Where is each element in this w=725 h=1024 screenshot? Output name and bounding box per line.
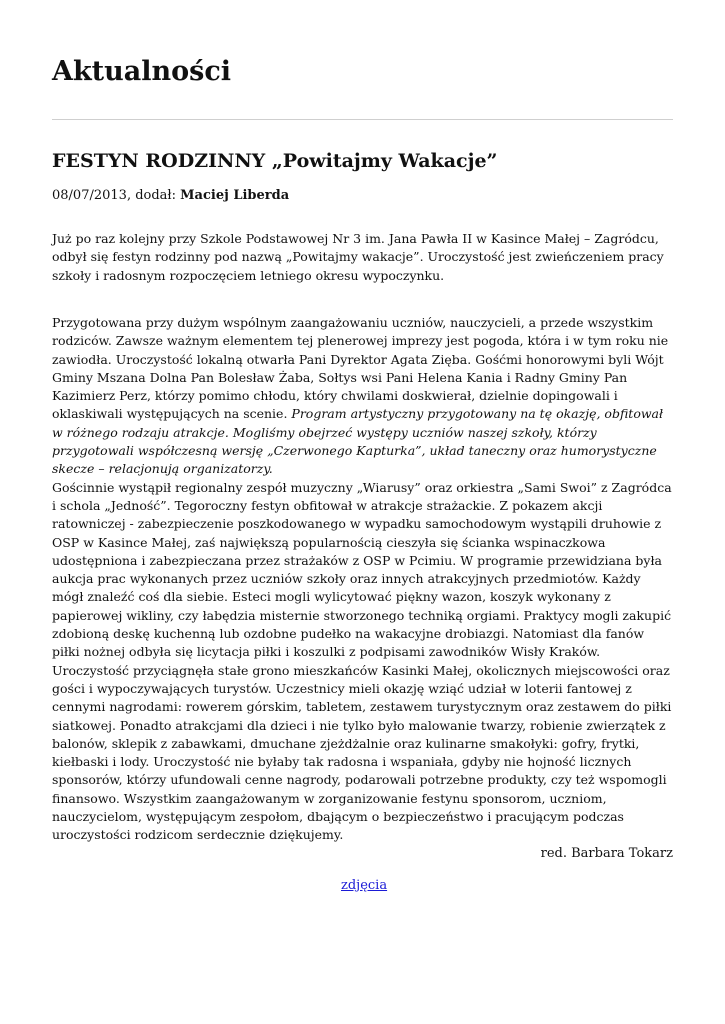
article-meta: [52, 187, 289, 205]
divider: [52, 119, 673, 120]
body-text-part1: Przygotowana przy dużym wspólnym zaangażowaniu uczniów, nauczycieli, a przede wszystkim rodziców. Zawsze ważnym elementem tej plenerowej imprezy jest pogoda, która i w tym roku nie zawiodła. Uroczystość lokalną otwarła Pani Dyrektor Agata Zięba. Gośćmi honorowymi byli Wójt Gminy Mszana Dolna Pan Bolesław Żaba, Sołtys wsi Pani Helena Kania i Radny Gminy Pan Kazimierz Perz, którzy pomimo chłodu, który chwilami doskwierał, dzielnie dopingowali i oklaskiwali występujących na scenie.: [52, 315, 669, 422]
article-body: [52, 314, 673, 845]
photos-link[interactable]: zdjęcia: [341, 878, 388, 893]
article-title: FESTYN RODZINNY „Powitajmy Wakacje”: [52, 150, 498, 172]
article-intro: Już po raz kolejny przy Szkole Podstawowej Nr 3 im. Jana Pawła II w Kasince Małej – Zagródcu, odbył się festyn rodzinny pod nazwą „Powitajmy wakacje”. Uroczystość jest zwieńczeniem pracy szkoły i radosnym rozpoczęciem letniego okresu wypoczynku.: [52, 231, 664, 283]
article-date: 08/07/2013: [52, 188, 127, 203]
article-author: Maciej Liberda: [180, 188, 290, 203]
body-italic-quote: Program artystyczny przygotowany na tę okazję, obfitował w różnego rodzaju atrakcje. Mogliśmy obejrzeć występy uczniów naszej szkoły, którzy przygotowali współczesną wersję „Czerwonego Kapturka”, układ taneczny oraz humorystyczne skecze – relacjonują organizatorzy.: [52, 406, 664, 477]
author-prefix: , dodał:: [126, 188, 181, 203]
body-text-part2: Gościnnie wystąpił regionalny zespół muzyczny „Wiarusy” oraz orkiestra „Sami Swoi” z Zagródca i schola „Jedność”. Tegoroczny festyn obfitował w atrakcje strażackie. Z pokazem akcji ratowniczej - zabezpieczenie poszkodowanego w wypadku samochodowym wystąpili druhowie z OSP w Kasince Małej, zaś największą popularnością cieszyła się ścianka wspinaczkowa udostępniona i zabezpieczana przez strażaków z OSP w Pcimiu. W programie przewidziana była aukcja prac wykonanych przez uczniów szkoły oraz innych atrakcyjnych przedmiotów. Każdy mógł znaleźć coś dla siebie. Esteci mogli wylicytować piękny wazon, koszyk wykonany z papierowej wikliny, czy łabędzia misternie stworzonego techniką orgiami. Praktycy mogli zakupić zdobioną deskę kuchenną lub ozdobne pudełko na wakacyjne drobiazgi. Natomiast dla fanów piłki nożnej odbyła się licytacja piłki i koszulki z podpisami zawodników Wisły Kraków. Uroczystość przyciągnęła stałe grono mieszkańców Kasinki Małej, okolicznych miejscowości oraz gości i wypoczywających turystów. Uczestnicy mieli okazję wziąć udział w loterii fantowej z cennymi nagrodami: rowerem górskim, tabletem, zestawem turystycznym oraz zestawem do piłki siatkowej. Ponadto atrakcjami dla dzieci i nie tylko było malowanie twarzy, robienie zwierzątek z balonów, sklepik z zabawkami, dmuchane zjeżdżalnie oraz kulinarne smakołyki: gofry, frytki, kiełbaski i lody. Uroczystość nie byłaby tak radosna i wspaniała, gdyby nie hojność licznych sponsorów, którzy ufundowali cenne nagrody, podarowali potrzebne produkty, czy też wspomogli finansowo. Wszystkim zaangażowanym w zorganizowanie festynu sponsorom, uczniom, nauczycielom, występującym zespołom, dbającym o bezpieczeństwo i pracującym podczas uroczystości rodzicom serdecznie dziękujemy.: [52, 479, 672, 843]
article-signature: red. Barbara Tokarz: [540, 846, 673, 861]
page-title: Aktualności: [52, 56, 232, 87]
